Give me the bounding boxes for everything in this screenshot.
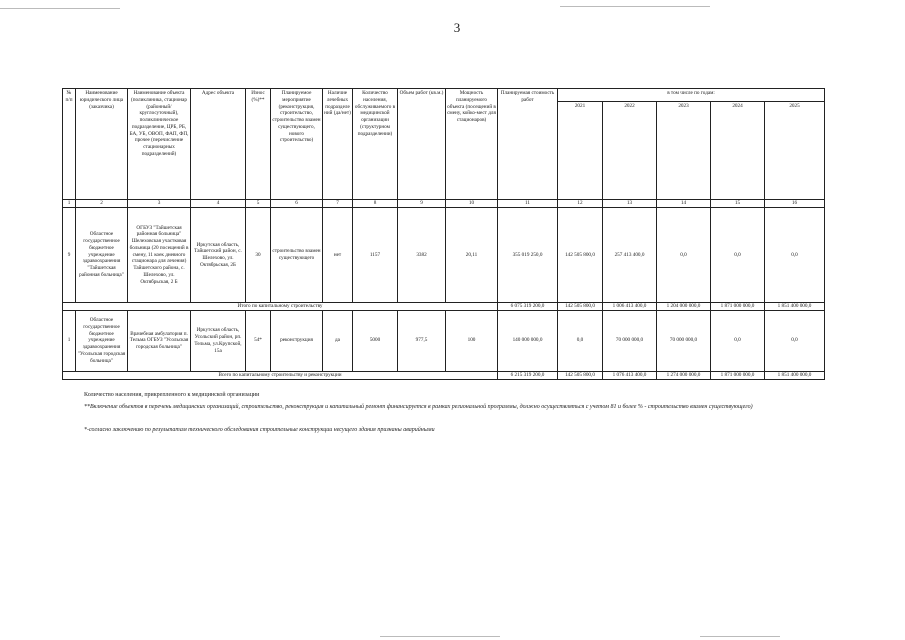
row-2022: 257 413 400,0 (603, 208, 657, 303)
row-event: реконструкция (271, 310, 323, 371)
table-row (63, 208, 825, 303)
row-capacity: 20,11 (446, 208, 498, 303)
column-numbers-row (63, 200, 825, 208)
col-number: 6 (271, 200, 323, 208)
header-customer: Наименование юридического лица (заказчика) (76, 89, 128, 200)
footnote-emergency: *-согласно заключению по результатам технического обследования строительные конструкции несущего здания признаны аварийными (84, 427, 435, 433)
row-2023: 0,0 (657, 208, 711, 303)
total-all-2024: 1 871 000 000,0 (711, 371, 765, 379)
table-row (63, 310, 825, 371)
header-years-group: в том числе по годам: (558, 89, 825, 102)
total-all-2021: 142 505 800,0 (558, 371, 603, 379)
footnote-inclusion: **Включение объектов в перечень медицинских организаций, строительство, реконструкция и капитальный ремонт финансируется в рамках региональной программы, должно осуществляться с учетом 81 и более % - строительство взамен существующего) (84, 404, 753, 410)
row-wear: 30 (246, 208, 271, 303)
row-2024: 0,0 (711, 310, 765, 371)
total-capital-2024: 1 871 000 000,0 (711, 303, 765, 311)
total-capital-cost: 6 075 319 200,0 (498, 303, 558, 311)
header-year-2022: 2022 (603, 102, 657, 200)
row-address: Иркутская область, Тайшетский район, с. Шелехово, ул. Октябрьская, 2Б (191, 208, 246, 303)
col-number: 10 (446, 200, 498, 208)
col-number: 2 (76, 200, 128, 208)
col-number: 1 (63, 200, 76, 208)
row-volume: 3382 (398, 208, 446, 303)
col-number: 9 (398, 200, 446, 208)
row-address: Иркутская область, Усольский район, рп. Тельма, ул.Крупской, 15а (191, 310, 246, 371)
row-2025: 0,0 (765, 310, 825, 371)
total-capital-2025: 1 851 400 000,0 (765, 303, 825, 311)
header-medical: Наличие лечебных подразделений (да/нет) (323, 89, 353, 200)
header-population: Количество населения, обслуживаемого в медицинской организации (структурном подразделении) (353, 89, 398, 200)
col-number: 14 (657, 200, 711, 208)
row-customer: Областное государственное бюджетное учреждение здравоохранения "Тайшетская районная больница" (76, 208, 128, 303)
row-object: ОГБУЗ "Тайшетская районная больница" Шелеховская участковая больница (20 посещений в смену, 11 коек дневного стационара для лечения) Тайшетского района, с. Шелехово, ул. Октябрьская, 2 Б (128, 208, 191, 303)
total-capital-row (63, 303, 825, 311)
row-customer: Областное государственное бюджетное учреждение здравоохранения "Усольская городская больница" (76, 310, 128, 371)
header-year-2023: 2023 (657, 102, 711, 200)
scan-artifact-line (0, 8, 120, 9)
row-volume: 977,5 (398, 310, 446, 371)
row-population: 1157 (353, 208, 398, 303)
total-all-label: Всего по капитальному строительству и реконструкции (63, 371, 498, 379)
row-population: 5000 (353, 310, 398, 371)
row-2021: 142 505 800,0 (558, 208, 603, 303)
col-number: 12 (558, 200, 603, 208)
total-all-2022: 1 076 413 400,0 (603, 371, 657, 379)
row-2022: 70 000 000,0 (603, 310, 657, 371)
row-num: 9 (63, 208, 76, 303)
header-capacity: Мощность планируемого объекта (посещений в смену, койко-мест для стационаров) (446, 89, 498, 200)
row-2023: 70 000 000,0 (657, 310, 711, 371)
row-object: Врачебная амбулатория п. Тельма ОГБУЗ "Усольская городская больница" (128, 310, 191, 371)
row-2024: 0,0 (711, 208, 765, 303)
header-year-2024: 2024 (711, 102, 765, 200)
total-capital-2021: 142 505 800,0 (558, 303, 603, 311)
capital-construction-table (62, 88, 825, 380)
row-cost: 355 019 250,0 (498, 208, 558, 303)
header-year-2025: 2025 (765, 102, 825, 200)
row-num: 1 (63, 310, 76, 371)
total-capital-label: Итого по капитальному строительству (63, 303, 498, 311)
row-2021: 0,0 (558, 310, 603, 371)
row-event: строительство взамен существующего (271, 208, 323, 303)
total-all-2023: 1 274 000 000,0 (657, 371, 711, 379)
page-number: 3 (453, 20, 461, 35)
col-number: 4 (191, 200, 246, 208)
col-number: 11 (498, 200, 558, 208)
header-event: Планируемое мероприятие (реконструкция, строительство, строительство взамен существующего, нового строительство) (271, 89, 323, 200)
header-object: Наименование объекта (поликлиника, стационар (районный/круглосуточный), поликлиническое подразделение, ЦРБ, РБ, БА, УБ, ОВОП, ФАП, ФП, прочее (перечисление стационарных подразделений) (128, 89, 191, 200)
header-wear: Износ (%)** (246, 89, 271, 200)
footnote-population: Количество населения, прикрепленного к медицинской организации (84, 392, 260, 398)
total-capital-2023: 1 204 000 000,0 (657, 303, 711, 311)
col-number: 7 (323, 200, 353, 208)
total-capital-2022: 1 006 413 400,0 (603, 303, 657, 311)
col-number: 15 (711, 200, 765, 208)
header-address: Адрес объекта (191, 89, 246, 200)
col-number: 16 (765, 200, 825, 208)
header-num: № п/п (63, 89, 76, 200)
row-wear: 54* (246, 310, 271, 371)
col-number: 8 (353, 200, 398, 208)
row-capacity: 100 (446, 310, 498, 371)
scan-artifact-line (560, 6, 710, 7)
total-all-2025: 1 851 400 000,0 (765, 371, 825, 379)
scan-artifact-line (700, 636, 780, 637)
col-number: 5 (246, 200, 271, 208)
row-medical: да (323, 310, 353, 371)
row-medical: нет (323, 208, 353, 303)
scan-artifact-line (380, 636, 500, 637)
total-all-row (63, 371, 825, 379)
header-cost: Планируемая стоимость работ (498, 89, 558, 200)
col-number: 13 (603, 200, 657, 208)
header-year-2021: 2021 (558, 102, 603, 200)
total-all-cost: 6 215 319 200,0 (498, 371, 558, 379)
row-cost: 140 000 000,0 (498, 310, 558, 371)
col-number: 3 (128, 200, 191, 208)
row-2025: 0,0 (765, 208, 825, 303)
header-volume: Объем работ (кв.м.) (398, 89, 446, 200)
